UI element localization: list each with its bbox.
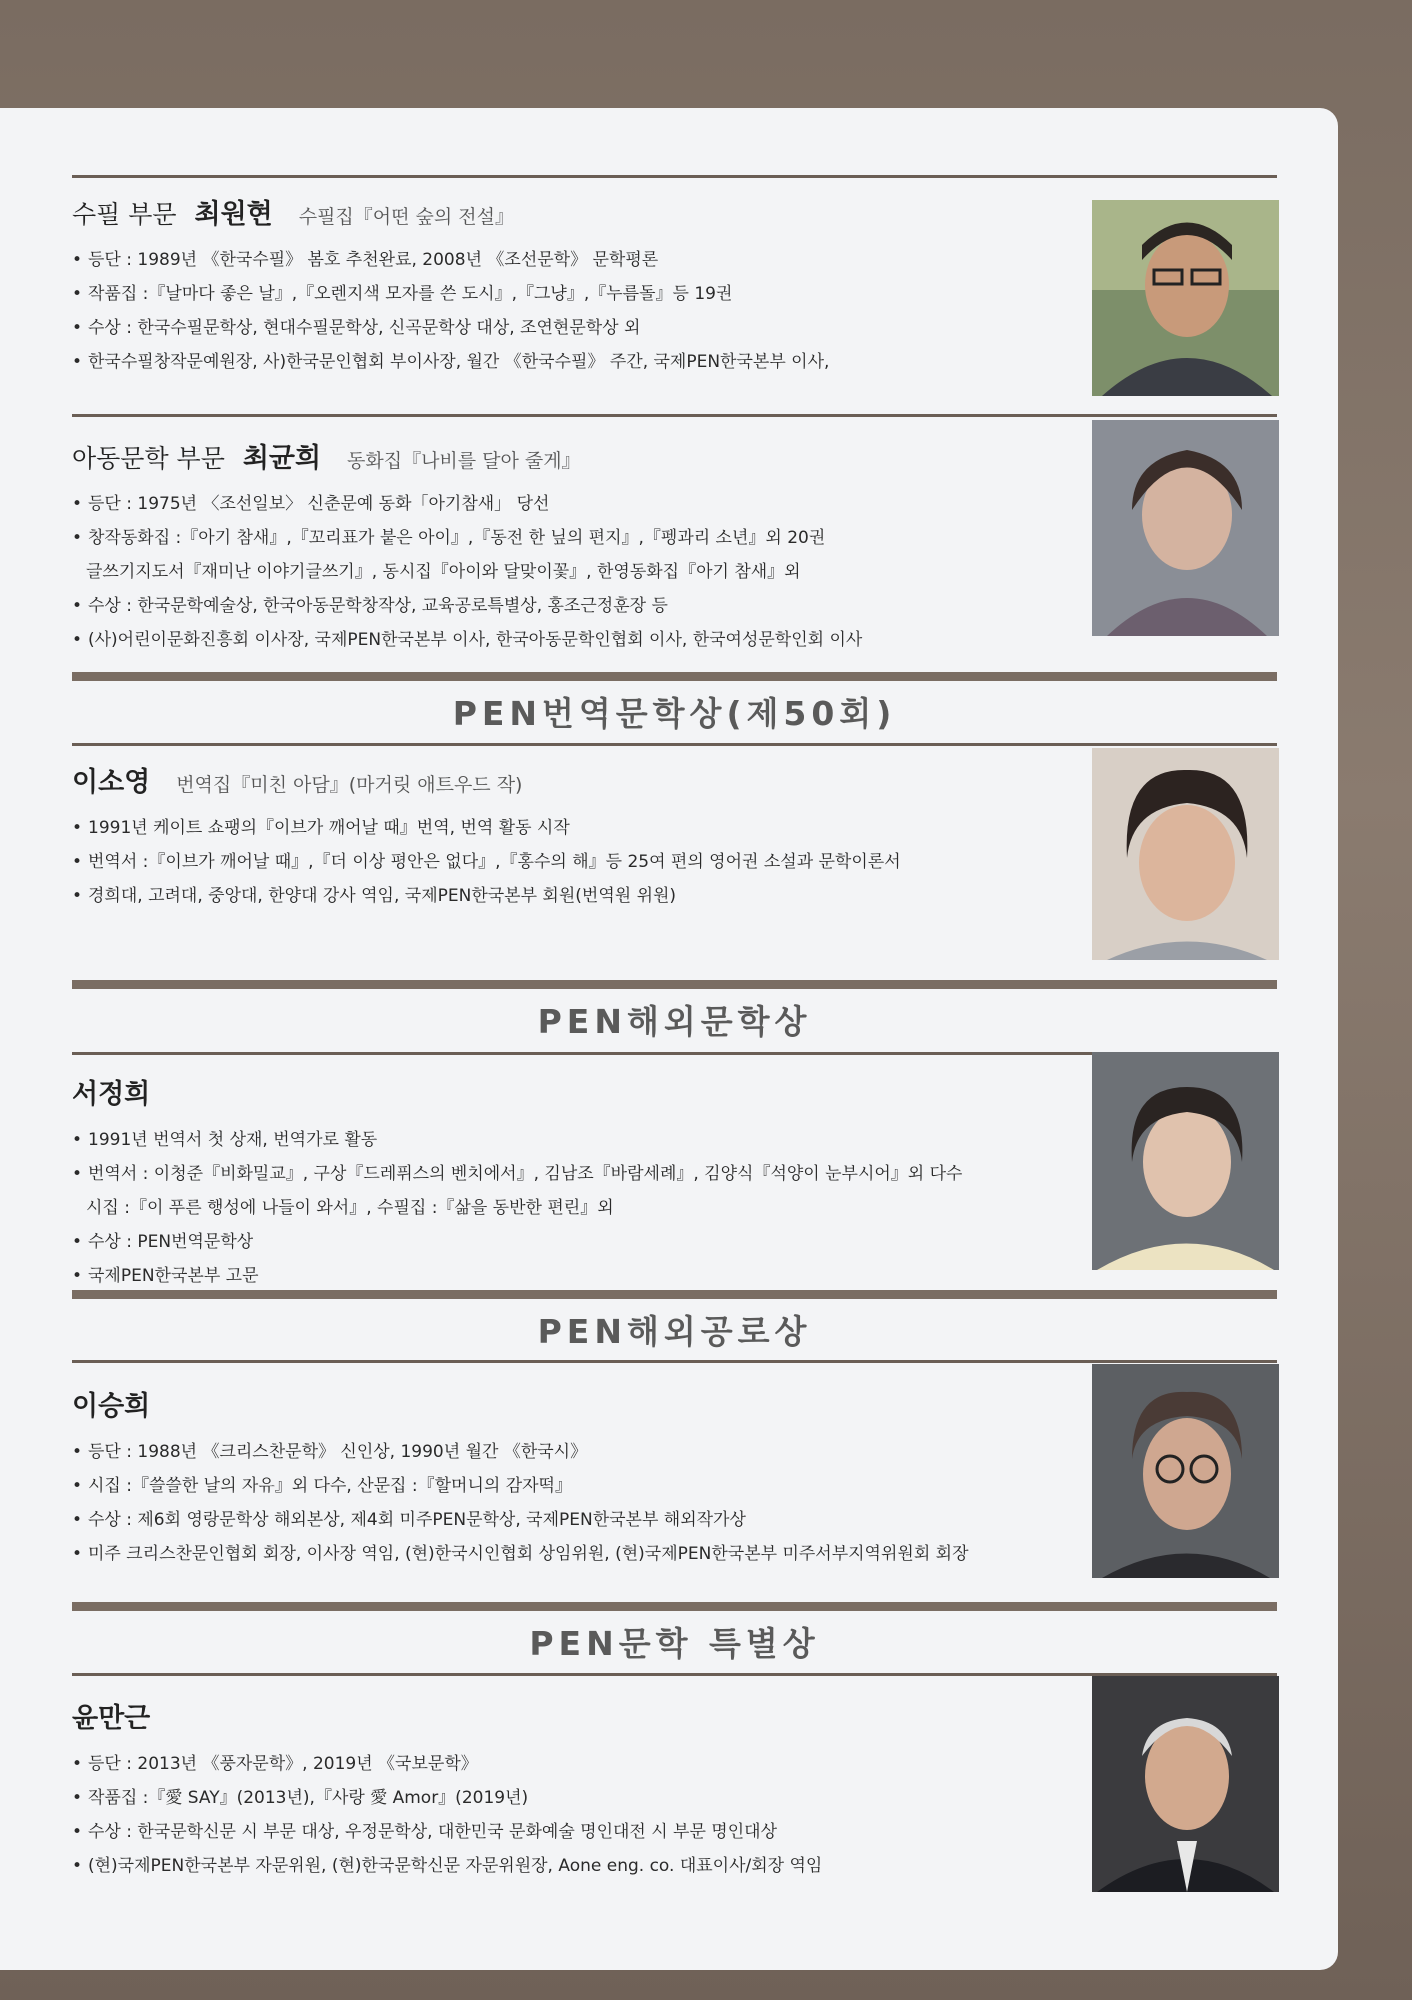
divider: [72, 1602, 1277, 1611]
award-title: PEN번역문학상(제50회): [452, 694, 897, 733]
list-item: • 수상 : PEN번역문학상: [72, 1225, 1277, 1259]
divider: [72, 1290, 1277, 1299]
list-item: • 작품집 :『날마다 좋은 날』,『오렌지색 모자를 쓴 도시』,『그냥』,『누름돌』등 19권: [72, 277, 1277, 311]
list-item: • 1991년 케이트 쇼팽의『이브가 깨어날 때』번역, 번역 활동 시작: [72, 811, 1277, 845]
divider: [72, 672, 1277, 681]
portrait-photo: [1092, 1364, 1279, 1578]
list-item: • (사)어린이문화진흥회 이사장, 국제PEN한국본부 이사, 한국아동문학인협회 이사, 한국여성문학인회 이사: [72, 623, 1277, 657]
list-item: • 작품집 :『愛 SAY』(2013년),『사랑 愛 Amor』(2019년): [72, 1781, 1277, 1815]
person-name: 서정희: [72, 1079, 151, 1110]
list-item: • 경희대, 고려대, 중앙대, 한양대 강사 역임, 국제PEN한국본부 회원(번역원 위원): [72, 879, 1277, 913]
list-item: • 번역서 : 이청준『비화밀교』, 구상『드레퓌스의 벤치에서』, 김남조『바람세례』, 김양식『석양이 눈부시어』외 다수: [72, 1157, 1277, 1191]
list-item: • (현)국제PEN한국본부 자문위원, (현)한국문학신문 자문위원장, Aone eng. co. 대표이사/회장 역임: [72, 1849, 1277, 1883]
person-name: 이소영: [72, 767, 151, 798]
person-name: 최원현: [194, 199, 273, 230]
work-title: 번역집『미친 아담』(마거릿 애트우드 작): [176, 774, 523, 796]
list-item: • 등단 : 2013년 《풍자문학》, 2019년 《국보문학》: [72, 1747, 1277, 1781]
divider: [72, 743, 1277, 746]
list-item: • 국제PEN한국본부 고문: [72, 1259, 1277, 1293]
divider: [72, 980, 1277, 989]
portrait-photo: [1092, 420, 1279, 636]
portrait-photo: [1092, 1676, 1279, 1892]
list-item: • 번역서 :『이브가 깨어날 때』,『더 이상 평안은 없다』,『홍수의 해』등 25여 편의 영어권 소설과 문학이론서: [72, 845, 1277, 879]
work-title: 동화집『나비를 달아 줄게』: [347, 450, 581, 472]
person-name: 이승희: [72, 1391, 151, 1422]
list-item: • 등단 : 1975년 〈조선일보〉 신춘문예 동화「아기참새」 당선: [72, 487, 1277, 521]
list-item: • 미주 크리스찬문인협회 회장, 이사장 역임, (현)한국시인협회 상임위원, (현)국제PEN한국본부 미주서부지역위원회 회장: [72, 1537, 1277, 1571]
work-title: 수필집『어떤 숲의 전설』: [298, 206, 514, 228]
list-item: • 등단 : 1988년 《크리스찬문학》 신인상, 1990년 월간 《한국시》: [72, 1435, 1277, 1469]
list-item: • 수상 : 한국문학예술상, 한국아동문학창작상, 교육공로특별상, 홍조근정훈장 등: [72, 589, 1277, 623]
divider: [72, 1360, 1277, 1363]
list-item: • 한국수필창작문예원장, 사)한국문인협회 부이사장, 월간 《한국수필》 주간, 국제PEN한국본부 이사,: [72, 345, 1277, 379]
list-item: • 수상 : 한국문학신문 시 부문 대상, 우정문학상, 대한민국 문화예술 명인대전 시 부문 명인대상: [72, 1815, 1277, 1849]
category-label: 아동문학 부문: [72, 444, 225, 473]
portrait-photo: [1092, 200, 1279, 396]
portrait-photo: [1092, 748, 1279, 960]
person-name: 윤만근: [72, 1703, 151, 1734]
portrait-photo: [1092, 1052, 1279, 1270]
list-item: • 수상 : 제6회 영랑문학상 해외본상, 제4회 미주PEN문학상, 국제PEN한국본부 해외작가상: [72, 1503, 1277, 1537]
person-name: 최균희: [242, 443, 322, 474]
divider: [72, 175, 1277, 178]
award-title: PEN해외문학상: [537, 1002, 812, 1041]
divider: [72, 414, 1277, 417]
list-item-continuation: 글쓰기지도서『재미난 이야기글쓰기』, 동시집『아이와 달맞이꽃』, 한영동화집『아기 참새』외: [86, 562, 801, 582]
list-item: • 등단 : 1989년 《한국수필》 봄호 추천완료, 2008년 《조선문학》 문학평론: [72, 243, 1277, 277]
list-item: • 1991년 번역서 첫 상재, 번역가로 활동: [72, 1123, 1277, 1157]
list-item: • 수상 : 한국수필문학상, 현대수필문학상, 신곡문학상 대상, 조연현문학상 외: [72, 311, 1277, 345]
award-title: PEN해외공로상: [537, 1312, 812, 1351]
list-item: • 창작동화집 :『아기 참새』,『꼬리표가 붙은 아이』,『동전 한 닢의 편지』,『펭과리 소년』외 20권: [72, 521, 1277, 555]
award-title: PEN문학 특별상: [529, 1624, 820, 1663]
category-label: 수필 부문: [72, 200, 177, 229]
list-item: • 시집 :『쓸쓸한 날의 자유』외 다수, 산문집 :『할머니의 감자떡』: [72, 1469, 1277, 1503]
list-item-continuation: 시집 :『이 푸른 행성에 나들이 와서』, 수필집 :『삶을 동반한 편린』외: [86, 1198, 614, 1218]
